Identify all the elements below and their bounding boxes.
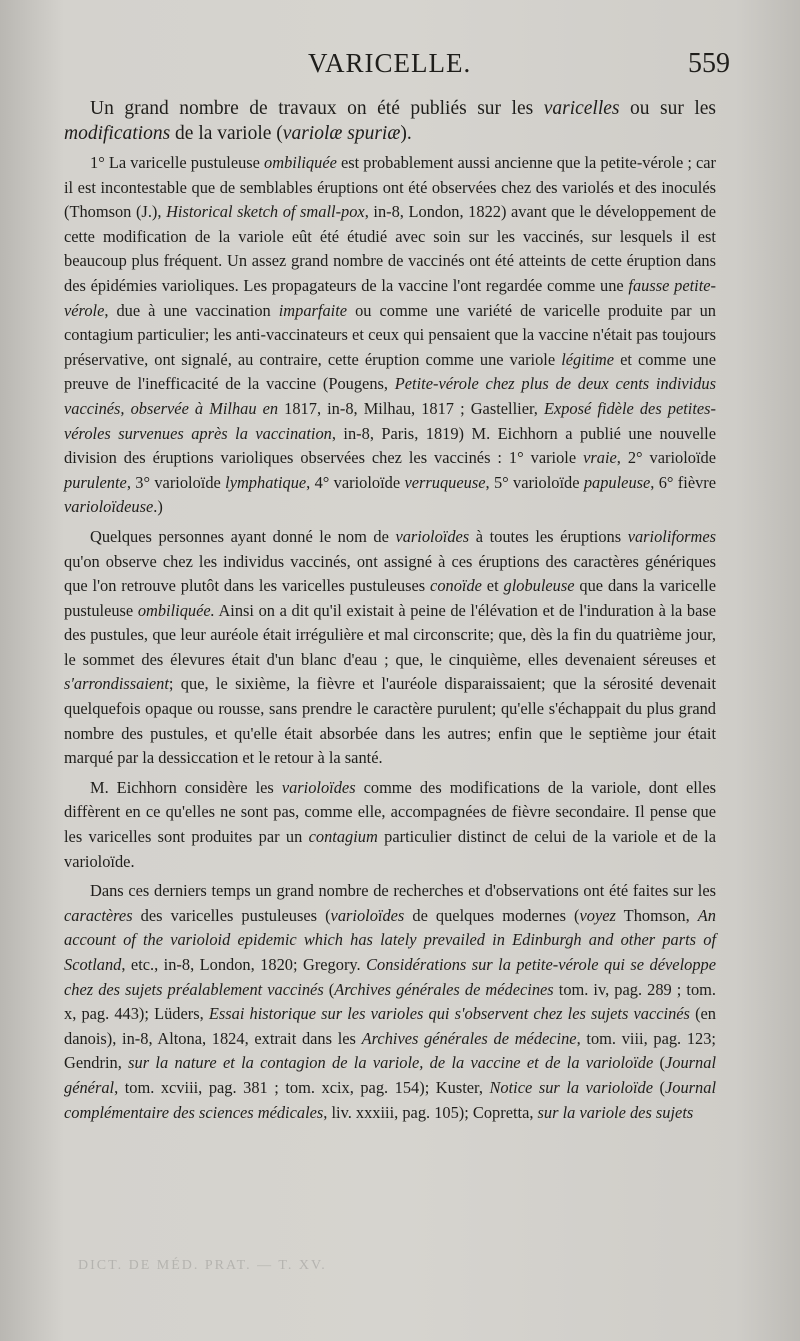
page-header <box>60 48 730 88</box>
text-span: , etc., in-8, London, 1820; Gregory. <box>121 955 367 974</box>
italic-span: Exposé fidèle des petites-véroles survenues après la vaccination <box>64 398 717 443</box>
text-span: (en danois), in-8, Altona, 1824, extrait dans les <box>64 1004 716 1048</box>
bleed-through-footer: DICT. DE MÉD. PRAT. — T. XV. <box>78 1258 327 1273</box>
text-span: , in-8, London, 1822) avant que le développement de cette modification de la variole eût été étudié avec soin sur les vaccinés, sur lesquels il est beaucoup plus fréquent. Un assez grand nombre de vaccinés ont été atteints de cette éruption dans des épidémies varioliques. Les propagateurs de la vaccine l'ont regardée comme une <box>64 202 716 295</box>
italic-span: vraie <box>583 448 617 468</box>
text-span: Dans ces derniers temps un grand nombre de recherches et d'observations ont été faites sur les <box>90 881 716 901</box>
text-span: , 5° varioloïde <box>485 472 584 492</box>
italic-span: imparfaite <box>278 300 348 320</box>
text-span: ( <box>653 1077 666 1097</box>
italic-span: modifications <box>64 123 171 144</box>
text-span: Un grand nombre de travaux on été publiés sur les <box>90 98 544 119</box>
text-span: ( <box>323 979 335 999</box>
italic-span: varioliformes <box>627 526 717 546</box>
running-title: VARICELLE. <box>308 48 472 78</box>
italic-span: verruqueuse <box>404 472 486 492</box>
italic-span: papuleuse <box>583 472 651 492</box>
text-span: Quelques personnes ayant donné le nom de <box>90 526 396 546</box>
italic-span: sur la variole des sujets <box>537 1102 694 1122</box>
body-paragraph <box>64 525 716 771</box>
text-span: , 2° varioloïde <box>616 448 716 468</box>
text-span: qu'on observe chez les individus vaccinés, ont assigné à ces éruptions des caractères génériques que l'on retrouve plutôt dans les varicelles pustuleuses <box>64 551 716 596</box>
italic-span: caractères <box>64 905 133 925</box>
italic-span: Petite-vérole chez plus de deux cents individus vaccinés, observée à Milhau en <box>64 374 716 418</box>
italic-span: s'arrondissaient <box>64 674 169 694</box>
lead-paragraph <box>64 96 716 146</box>
italic-span: Journal complémentaire des sciences médicales <box>64 1077 717 1122</box>
text-span: ou comme une variété de varicelle produite par un contagium particulier; les anti-vaccinateurs et ceux qui pensaient que la vaccine n'était pas toujours préservative, ont signalé, au contraire, cette éruption comme une variole <box>64 300 716 369</box>
text-span: 1817, in-8, Milhau, 1817 ; Gastellier, <box>278 398 544 418</box>
body-paragraph <box>64 151 716 520</box>
page-number: 559 <box>688 48 730 79</box>
text-span: et <box>481 576 504 596</box>
text-span: 1° La varicelle pustuleuse <box>90 153 265 172</box>
italic-span: contagium <box>308 827 378 847</box>
italic-span: Essai historique sur les varioles qui s'observent chez les sujets vaccinés <box>208 1004 690 1024</box>
body-paragraph <box>64 879 716 1125</box>
italic-span: variolæ spuriæ <box>282 123 401 144</box>
italic-span: fausse petite-vérole <box>64 275 716 320</box>
italic-span: légitime <box>561 349 615 369</box>
text-span: , due à une vaccination <box>104 300 279 320</box>
text-span: Ainsi on a dit qu'il existait à peine de l'élévation et de l'induration à la base des pustules, que leur auréole était irrégulière et mal circonscrite; que, dès la fin du quatrième jour, le sommet des élevures était d'un blanc d'eau ; que, le cinquième, elles devenaient séreuses et <box>64 600 716 669</box>
italic-span: An account of the varioloid epidemic which has lately prevailed in Edinburgh and other parts of Scotland <box>64 905 716 974</box>
italic-span: globuleuse <box>503 576 575 596</box>
text-span: à toutes les éruptions <box>469 526 628 546</box>
italic-span: lymphatique <box>225 472 307 492</box>
italic-span: purulente <box>64 472 127 492</box>
text-span: ( <box>653 1053 666 1073</box>
text-span: , liv. xxxiii, pag. 105); Copretta, <box>323 1102 538 1122</box>
italic-span: varioloïdes <box>395 526 470 546</box>
italic-span: varioloïdes <box>330 905 405 925</box>
text-span: .) <box>153 497 163 517</box>
text-span: de la variole ( <box>170 123 283 144</box>
italic-span: sur la nature et la contagion de la variole, de la vaccine et de la varioloïde <box>128 1053 654 1073</box>
text-span: Thomson, <box>615 905 698 925</box>
italic-span: Journal général <box>64 1053 717 1097</box>
text-span: de quelques modernes ( <box>404 905 580 925</box>
text-span: ; que, le sixième, la fièvre et l'auréole disparaissaient; que la sérosité devenait quelquefois opaque ou rousse, sans prendre le caractère purulent; qu'elle s'échappait du plus grand nombre des pustules, et qu'elle était absorbée dans les autres; enfin que le septième jour était marqué par la dessiccation et le retour à la santé. <box>64 674 716 768</box>
text-span: ou sur les <box>619 98 716 119</box>
italic-span: voyez <box>579 905 616 925</box>
text-span: , 3° varioloïde <box>126 472 226 492</box>
body-paragraph <box>64 776 716 874</box>
text-span: , tom. viii, pag. 123; Gendrin, <box>64 1028 716 1073</box>
italic-span: Notice sur la varioloïde <box>489 1077 653 1097</box>
text-span: particulier distinct de celui de la variole et de la varioloïde. <box>64 827 716 871</box>
italic-span: varioloïdes <box>281 777 356 797</box>
text-span: que dans la varicelle pustuleuse <box>64 576 716 620</box>
text-span: tom. iv, pag. 289 ; tom. x, pag. 443); Lüders, <box>64 979 717 1024</box>
text-span: ). <box>400 123 412 144</box>
body-text <box>64 96 716 1125</box>
text-span: M. Eichhorn considère les <box>90 777 282 797</box>
text-span: est probablement aussi ancienne que la petite-vérole ; car il est incontestable que de semblables éruptions ont été observées chez des variolés et des inoculés (Thomson (J.), <box>64 153 716 222</box>
italic-span: varioloïdeuse <box>64 497 154 517</box>
italic-span: Archives générales de médecine <box>361 1028 577 1048</box>
text-span: , 4° varioloïde <box>306 472 405 492</box>
italic-span: Historical sketch of small-pox <box>166 202 365 222</box>
text-span: , 6° fièvre <box>650 472 717 492</box>
italic-span: conoïde <box>430 576 482 596</box>
text-span: comme des modifications de la variole, dont elles diffèrent en ce qu'elles ne sont pas, comme elle, accompagnées de fièvre secondaire. Il pense que les varicelles sont produites par un <box>64 777 716 847</box>
italic-span: Considérations sur la petite-vérole qui se développe chez des sujets préalablement vaccinés <box>64 955 716 999</box>
text-span: , tom. xcviii, pag. 381 ; tom. xcix, pag. 154); Kuster, <box>114 1077 490 1097</box>
italic-span: ombiliquée <box>264 153 337 172</box>
text-span: et comme une preuve de l'inefficacité de la vaccine (Pougens, <box>64 349 717 394</box>
text-span: des varicelles pustuleuses ( <box>132 905 331 925</box>
italic-span: ombiliquée. <box>137 600 215 620</box>
italic-span: varicelles <box>543 98 620 119</box>
text-span: , in-8, Paris, 1819) M. Eichhorn a publié une nouvelle division des éruptions varioliques observées chez les vaccinés : 1° variole <box>64 423 717 468</box>
italic-span: Archives générales de médecines <box>334 979 554 999</box>
